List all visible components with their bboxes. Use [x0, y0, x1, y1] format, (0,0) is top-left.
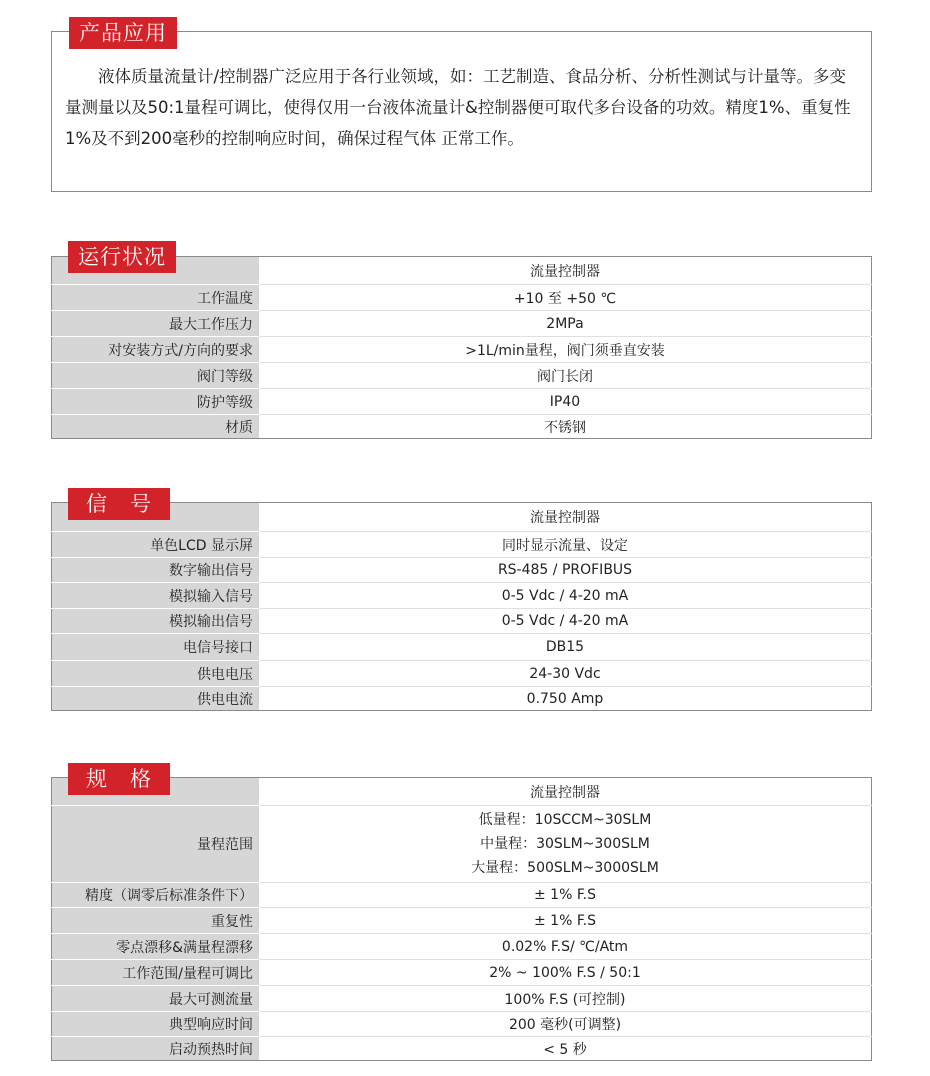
row-label: 模拟输出信号 — [52, 609, 260, 634]
table-row — [52, 609, 872, 634]
table-row — [52, 1012, 872, 1037]
table-row — [52, 960, 872, 986]
row-label: 模拟输入信号 — [52, 583, 260, 609]
row-value: 0-5 Vdc / 4-20 mA — [259, 609, 872, 634]
row-label: 电信号接口 — [52, 634, 260, 661]
row-value: 不锈钢 — [544, 419, 586, 436]
table-row — [52, 634, 872, 661]
row-label: 工作范围/量程可调比 — [52, 960, 260, 986]
table-row — [52, 986, 872, 1012]
row-label: 重复性 — [52, 908, 260, 934]
table-row — [52, 934, 872, 960]
specs-table — [51, 777, 872, 1061]
row-label: 供电电压 — [52, 661, 260, 687]
table-header: 流量控制器 — [259, 257, 872, 285]
row-value: 200 毫秒(可调整) — [259, 1012, 872, 1037]
range-value-low: 低量程：10SCCM~30SLM — [478, 812, 652, 828]
row-value: 阀门长闭 — [259, 363, 872, 389]
row-label: 典型响应时间 — [52, 1012, 260, 1037]
row-value: 100% F.S (可控制) — [259, 986, 872, 1012]
row-value: ± 1% F.S — [259, 883, 872, 908]
range-label: 量程范围 — [52, 806, 260, 883]
table-row — [52, 285, 872, 311]
table-row — [52, 311, 872, 337]
row-value: 24-30 Vdc — [259, 661, 872, 687]
table-row — [52, 908, 872, 934]
row-value: RS-485 / PROFIBUS — [259, 558, 872, 583]
table-row — [52, 415, 872, 439]
row-value: ± 1% F.S — [259, 908, 872, 934]
intro-tag: 产品应用 — [69, 17, 177, 49]
row-value: IP40 — [259, 389, 872, 415]
table-row — [52, 778, 872, 806]
row-label: 单色LCD 显示屏 — [52, 532, 260, 558]
row-value: 0.750 Amp — [526, 690, 604, 707]
row-value: DB15 — [259, 634, 872, 661]
row-value: >1L/min量程，阀门须垂直安装 — [259, 337, 872, 363]
range-values — [259, 806, 872, 883]
table-row — [52, 337, 872, 363]
table-row — [52, 661, 872, 687]
row-value: 2MPa — [259, 311, 872, 337]
intro-section — [51, 21, 872, 192]
table-row — [52, 389, 872, 415]
specs-tag: 规 格 — [68, 763, 170, 795]
range-value-mid: 中量程：30SLM~300SLM — [480, 836, 650, 852]
row-label: 启动预热时间 — [52, 1037, 260, 1061]
row-label: 供电电流 — [52, 687, 260, 711]
row-label: 数字输出信号 — [52, 558, 260, 583]
intro-paragraph: 液体质量流量计/控制器广泛应用于各行业领域，如：工艺制造、食品分析、分析性测试与计量等。多变量测量以及50:1量程可调比，使得仅用一台液体流量计&控制器便可取代多台设备的功效。精度1%、重复性1%及不到200毫秒的控制响应时间，确保过程气体 正常工作。 — [65, 67, 851, 148]
row-value: 2% ~ 100% F.S / 50:1 — [259, 960, 872, 986]
row-label: 精度（调零后标准条件下） — [52, 883, 260, 908]
signal-table — [51, 502, 872, 711]
table-header: 流量控制器 — [259, 778, 872, 806]
table-row — [52, 806, 872, 883]
table-row — [52, 687, 872, 711]
row-label: 阀门等级 — [52, 363, 260, 389]
table-row — [52, 1037, 872, 1061]
operation-tag: 运行状况 — [68, 241, 176, 273]
row-value: 0.02% F.S/ ℃/Atm — [259, 934, 872, 960]
row-label: 最大可测流量 — [52, 986, 260, 1012]
range-value-high: 大量程：500SLM~3000SLM — [471, 860, 659, 876]
row-value: 0-5 Vdc / 4-20 mA — [259, 583, 872, 609]
row-label: 材质 — [52, 415, 260, 439]
row-label: 工作温度 — [52, 285, 260, 311]
signal-tag: 信 号 — [68, 488, 170, 520]
table-row — [52, 532, 872, 558]
row-value: +10 至 +50 ℃ — [259, 285, 872, 311]
row-label: 最大工作压力 — [52, 311, 260, 337]
row-label: 防护等级 — [52, 389, 260, 415]
table-row — [52, 583, 872, 609]
operation-table — [51, 256, 872, 439]
row-label: 对安装方式/方向的要求 — [52, 337, 260, 363]
table-header: 流量控制器 — [259, 503, 872, 532]
table-row — [52, 883, 872, 908]
row-value: 同时显示流量、设定 — [259, 532, 872, 558]
table-row — [52, 363, 872, 389]
row-label: 零点漂移&满量程漂移 — [52, 934, 260, 960]
table-row — [52, 503, 872, 532]
row-value: < 5 秒 — [543, 1041, 587, 1058]
table-row — [52, 558, 872, 583]
